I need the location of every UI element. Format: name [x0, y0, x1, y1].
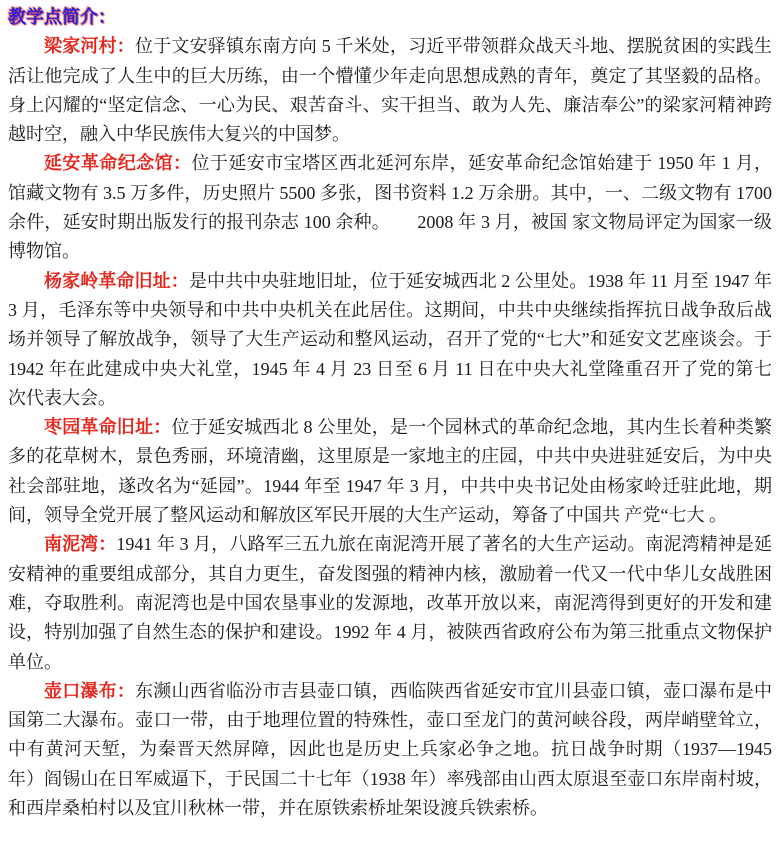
paragraph-body: 位于文安驿镇东南方向 5 千米处，习近平带领群众战天斗地、摆脱贫困的实践生活让他完成了人生中的巨大历练，由一个懵懂少年走向思想成熟的青年，奠定了其坚毅的品格。身上闪耀的“坚定信念、一心为民、艰苦奋斗、实干担当、敢为人先、廉洁奉公”的梁家河精神跨越时空，融入中华民族伟大复兴的中国梦。: [8, 36, 772, 145]
paragraph-body: 是中共中央驻地旧址，位于延安城西北 2 公里处。1938 年 11 月至 1947 年 3 月，毛泽东等中央领导和中共中央机关在此居住。这期间，中共中央继续指挥抗日战争敌后战场并领导了解放战争，领导了大生产运动和整风运动，召开了党的“七大”和延安文艺座谈会。于 1942 年在此建成中央大礼堂，1945 年 4 月 23 日至 6 月 11 日在中央大礼堂隆重召开了党的第七次代表大会。: [8, 270, 772, 408]
term-nanniwan: 南泥湾：: [44, 534, 117, 555]
paragraph-body: 位于延安城西北 8 公里处，是一个园林式的革命纪念地，其内生长着种类繁多的花草树木，景色秀丽，环境清幽，这里原是一家地主的庄园，中共中央进驻延安后，为中央社会部驻地，遂改名为“延园”。1944 年至 1947 年 3 月，中共中央书记处由杨家岭迁驻此地，期间，领导全党开展了整风运动和解放区军民开展的大生产运动，筹备了中国共 产党“七大 。: [8, 417, 773, 526]
paragraph-hukou: [8, 677, 772, 823]
term-yanan-revolution-memorial: 延安革命纪念馆：: [44, 153, 192, 174]
paragraph-liangjiahe: [8, 32, 772, 149]
paragraph-body: 位于延安市宝塔区西北延河东岸，延安革命纪念馆始建于 1950 年 1 月，馆藏文物有 3.5 万多件，历史照片 5500 多张，图书资料 1.2 万余册。其中，一、二级文物有 1700 余件，延安时期出版发行的报刊杂志 100 余种。 2008 年 3 月，被国 家文物局评定为国家一级博物馆。: [8, 153, 773, 262]
term-liangjiahe-village: 梁家河村：: [44, 36, 135, 57]
paragraph-zaoyuan: [8, 413, 772, 530]
term-zaoyuan-site: 枣园革命旧址：: [44, 417, 172, 438]
paragraph-body: 东濒山西省临汾市吉县壶口镇，西临陕西省延安市宜川县壶口镇，壶口瀑布是中国第二大瀑布。壶口一带，由于地理位置的特殊性，壶口至龙门的黄河峡谷段，两岸峭壁耸立，中有黄河天堑，为秦晋天然屏障，因此也是历史上兵家必争之地。抗日战争时期（1937—1945 年）阎锡山在日军威逼下，于民国二十七年（1938 年）率残部由山西太原退至壶口东岸南村坡，和西岸桑柏村以及宜川秋林一带，并在原铁索桥址架设渡兵铁索桥。: [8, 680, 773, 819]
page-title: 教学点简介：: [8, 7, 116, 27]
paragraph-nanniwan: [8, 530, 772, 676]
paragraph-body: 1941 年 3 月，八路军三五九旅在南泥湾开展了著名的大生产运动。南泥湾精神是延安精神的重要组成部分，其自力更生，奋发图强的精神内核，激励着一代又一代中华儿女战胜困难，夺取胜利。南泥湾也是中国农垦事业的发源地，改革开放以来，南泥湾得到更好的开发和建设，特别加强了自然生态的保护和建设。1992 年 4 月，被陕西省政府公布为第三批重点文物保护单位。: [8, 534, 772, 672]
paragraph-yangjialing: [8, 267, 772, 413]
paragraph-yanan-memorial: [8, 149, 772, 266]
term-hukou-waterfall: 壶口瀑布：: [44, 680, 136, 701]
term-yangjialing-site: 杨家岭革命旧址：: [44, 270, 189, 291]
